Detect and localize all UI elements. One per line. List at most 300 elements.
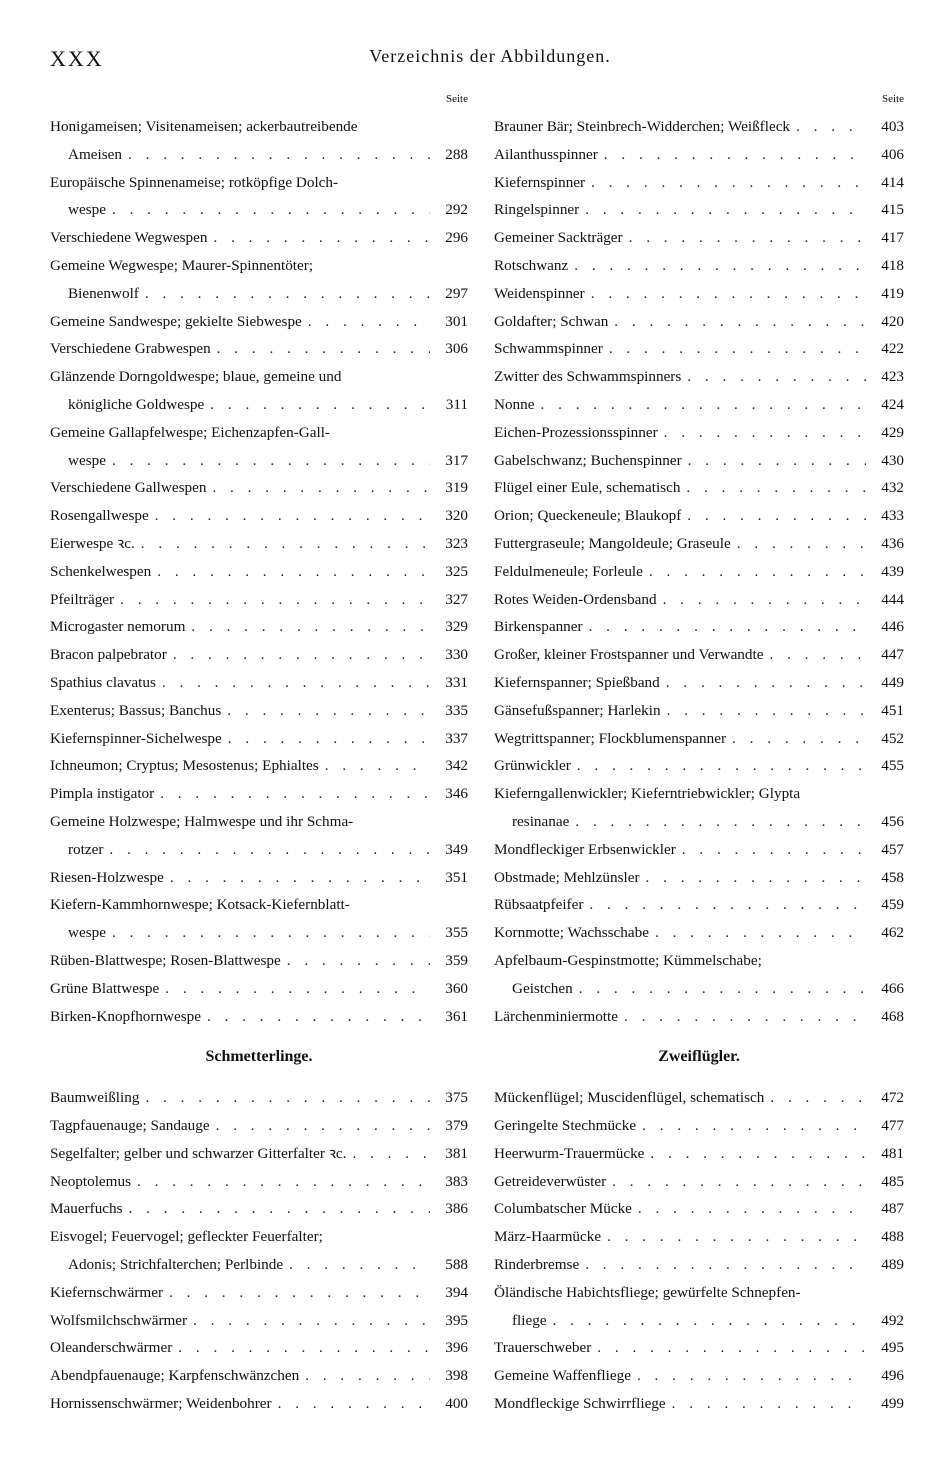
dot-leader bbox=[737, 530, 866, 558]
dot-leader bbox=[160, 780, 430, 808]
toc-entry-title: Columbatscher Mücke bbox=[494, 1200, 632, 1218]
toc-entry-line bbox=[50, 419, 468, 447]
toc-entry-line bbox=[494, 725, 904, 753]
dot-leader bbox=[650, 1140, 866, 1168]
toc-entry bbox=[494, 558, 904, 586]
toc-entry-line bbox=[494, 280, 904, 308]
dot-leader bbox=[591, 280, 866, 308]
toc-entry-line bbox=[50, 1362, 468, 1390]
toc-entry-line bbox=[50, 1279, 468, 1307]
dot-leader bbox=[604, 141, 866, 169]
toc-entry-title: Lärchenminiermotte bbox=[494, 1007, 618, 1025]
toc-entry-page: 355 bbox=[445, 924, 468, 942]
toc-entry-title: Ringelspinner bbox=[494, 201, 580, 219]
toc-entry bbox=[50, 474, 468, 502]
toc-entry bbox=[494, 780, 904, 836]
toc-entry-title: Verschiedene Wegwespen bbox=[50, 229, 208, 247]
toc-entry-page: 349 bbox=[445, 840, 468, 858]
toc-entry-title: Kiefernspinner bbox=[494, 173, 586, 191]
dot-leader bbox=[637, 1362, 866, 1390]
toc-entry-page: 455 bbox=[881, 757, 904, 775]
toc-entry-line bbox=[50, 224, 468, 252]
toc-entry-title: Kiefern-Kammhornwespe; Kotsack-Kiefernblatt- bbox=[50, 896, 350, 914]
dot-leader bbox=[191, 613, 430, 641]
toc-entry-title: Spathius clavatus bbox=[50, 673, 156, 691]
toc-entry-line bbox=[494, 780, 904, 808]
dot-leader bbox=[667, 697, 866, 725]
toc-entry bbox=[494, 1223, 904, 1251]
toc-entry-page: 487 bbox=[881, 1200, 904, 1218]
toc-entry-line bbox=[494, 1334, 904, 1362]
toc-entry-title: Futtergraseule; Mangoldeule; Graseule bbox=[494, 534, 731, 552]
toc-entry bbox=[50, 113, 468, 169]
toc-entry-title: Honigameisen; Visitenameisen; ackerbautreibende bbox=[50, 118, 358, 135]
dot-leader bbox=[128, 141, 430, 169]
toc-entry-title: Rüben-Blattwespe; Rosen-Blattwespe bbox=[50, 951, 281, 969]
toc-entry-line bbox=[50, 1084, 468, 1112]
section-title: Schmetterlinge. bbox=[205, 1048, 313, 1066]
toc-entry bbox=[494, 169, 904, 197]
toc-entry-line bbox=[494, 530, 904, 558]
toc-entry-page: 311 bbox=[445, 395, 468, 413]
toc-entry bbox=[494, 1279, 904, 1335]
dot-leader bbox=[591, 169, 866, 197]
toc-entry-line bbox=[50, 947, 468, 975]
toc-entry-page: 400 bbox=[445, 1395, 468, 1413]
dot-leader bbox=[666, 669, 866, 697]
toc-entry-page: 320 bbox=[445, 507, 468, 525]
dot-leader bbox=[541, 391, 867, 419]
toc-entry-title: Glänzende Dorngoldwespe; blaue, gemeine und bbox=[50, 368, 342, 386]
dot-leader bbox=[352, 1140, 430, 1168]
dot-leader bbox=[687, 502, 866, 530]
toc-entry-line bbox=[50, 975, 468, 1003]
toc-entry-title: Rinderbremse bbox=[494, 1256, 580, 1274]
dot-leader bbox=[157, 558, 430, 586]
toc-entry-title: wespe bbox=[68, 201, 106, 219]
toc-entry-title: Gabelschwanz; Buchenspinner bbox=[494, 451, 682, 469]
toc-entry-line bbox=[494, 196, 904, 224]
toc-entry bbox=[50, 530, 468, 558]
toc-entry-page: 472 bbox=[881, 1089, 904, 1107]
toc-entry-title: Geistchen bbox=[512, 979, 573, 997]
toc-entry-line bbox=[50, 1168, 468, 1196]
toc-entry bbox=[50, 780, 468, 808]
toc-entry bbox=[50, 586, 468, 614]
toc-entry-title: Goldafter; Schwan bbox=[494, 312, 609, 330]
toc-entry-line bbox=[494, 335, 904, 363]
toc-entry-title: Öländische Habichtsfliege; gewürfelte Schnepfen- bbox=[494, 1283, 801, 1301]
toc-entry-title: wespe bbox=[68, 451, 106, 469]
toc-entry-title: Wegtrittspanner; Flockblumenspanner bbox=[494, 729, 727, 747]
toc-entry-line bbox=[50, 308, 468, 336]
toc-entry bbox=[494, 141, 904, 169]
toc-entry-page: 297 bbox=[445, 284, 468, 302]
toc-entry-page: 342 bbox=[445, 757, 468, 775]
toc-entry-line bbox=[50, 1307, 468, 1335]
toc-entry bbox=[50, 1390, 468, 1418]
toc-entry-page: 383 bbox=[445, 1172, 468, 1190]
toc-entry-line bbox=[494, 1195, 904, 1223]
toc-entry-page: 330 bbox=[445, 646, 468, 664]
toc-entry bbox=[50, 1084, 468, 1112]
toc-entry bbox=[494, 864, 904, 892]
toc-entry-title: Mondfleckige Schwirrfliege bbox=[494, 1395, 666, 1413]
toc-entry-title: Gemeine Holzwespe; Halmwespe und ihr Schma- bbox=[50, 812, 354, 830]
dot-leader bbox=[212, 474, 430, 502]
toc-entry-line bbox=[494, 697, 904, 725]
toc-entry-title: Verschiedene Grabwespen bbox=[50, 340, 211, 358]
toc-entry-title: Gänsefußspanner; Harlekin bbox=[494, 701, 661, 719]
toc-entry bbox=[494, 725, 904, 753]
toc-entry-line bbox=[494, 447, 904, 475]
toc-entry-line bbox=[50, 113, 468, 141]
toc-entry-line bbox=[50, 502, 468, 530]
toc-entry-title: fliege bbox=[512, 1311, 547, 1329]
toc-entry-title: Abendpfauenauge; Karpfenschwänzchen bbox=[50, 1367, 300, 1385]
toc-entry-line bbox=[50, 780, 468, 808]
toc-entry-line bbox=[50, 252, 468, 280]
toc-entry-title: Kornmotte; Wachsschabe bbox=[494, 924, 649, 942]
toc-entry-page: 329 bbox=[445, 618, 468, 636]
toc-entry-page: 432 bbox=[881, 479, 904, 497]
toc-entry-page: 420 bbox=[881, 312, 904, 330]
toc-entry bbox=[494, 447, 904, 475]
toc-entry bbox=[50, 1307, 468, 1335]
toc-entry-title: Geringelte Stechmücke bbox=[494, 1117, 637, 1135]
toc-entry-line bbox=[494, 363, 904, 391]
toc-entry-page: 346 bbox=[445, 785, 468, 803]
toc-entry-page: 417 bbox=[881, 229, 904, 247]
toc-entry-title: Brauner Bär; Steinbrech-Widderchen; Weißfleck bbox=[494, 118, 791, 135]
toc-entry-line bbox=[494, 1279, 904, 1307]
toc-entry bbox=[50, 1362, 468, 1390]
toc-entry-line bbox=[50, 335, 468, 363]
toc-entry-title: Grünwickler bbox=[494, 757, 571, 775]
toc-entry-line bbox=[494, 891, 904, 919]
toc-entry-title: Adonis; Strichfalterchen; Perlbinde bbox=[68, 1256, 284, 1274]
toc-entry bbox=[50, 169, 468, 225]
toc-entry-title: Neoptolemus bbox=[50, 1172, 131, 1190]
toc-entry-title: Eierwespe ꝛc. bbox=[50, 534, 135, 552]
toc-entry-page: 489 bbox=[881, 1256, 904, 1274]
dot-leader bbox=[129, 1195, 430, 1223]
toc-entry-title: Mondfleckiger Erbsenwickler bbox=[494, 840, 676, 858]
toc-entry bbox=[50, 224, 468, 252]
toc-entry-title: März-Haarmücke bbox=[494, 1228, 602, 1246]
toc-entry-page: 331 bbox=[445, 673, 468, 691]
dot-leader bbox=[109, 836, 430, 864]
toc-entry-line bbox=[494, 947, 904, 975]
dot-leader bbox=[589, 891, 866, 919]
dot-leader bbox=[624, 1003, 866, 1031]
toc-entry-page: 395 bbox=[445, 1311, 468, 1329]
toc-entry bbox=[494, 1362, 904, 1390]
toc-entry-line bbox=[50, 891, 468, 919]
toc-entry-title: Wolfsmilchschwärmer bbox=[50, 1311, 188, 1329]
toc-entry-title: Birken-Knopfhornwespe bbox=[50, 1007, 201, 1025]
page-header bbox=[0, 0, 950, 80]
toc-entry-title: Zwitter des Schwammspinners bbox=[494, 368, 682, 386]
toc-entry-title: Gemeine Waffenfliege bbox=[494, 1367, 631, 1385]
toc-entry bbox=[494, 252, 904, 280]
toc-entry bbox=[50, 752, 468, 780]
toc-entry-title: Ailanthusspinner bbox=[494, 145, 598, 163]
toc-entry-title: Kiefernspanner; Spießband bbox=[494, 673, 660, 691]
toc-entry-line bbox=[494, 141, 904, 169]
dot-leader bbox=[165, 975, 430, 1003]
toc-entry-line bbox=[50, 919, 468, 947]
toc-entry-line bbox=[50, 447, 468, 475]
toc-entry-title: Gemeine Gallapfelwespe; Eichenzapfen-Gall- bbox=[50, 423, 330, 441]
toc-entry-page: 430 bbox=[881, 451, 904, 469]
dot-leader bbox=[585, 196, 866, 224]
toc-entry-title: wespe bbox=[68, 924, 106, 942]
toc-entry-page: 288 bbox=[445, 145, 468, 163]
toc-entry-line bbox=[494, 1251, 904, 1279]
toc-entry-page: 495 bbox=[881, 1339, 904, 1357]
toc-entry-title: königliche Goldwespe bbox=[68, 395, 205, 413]
toc-entry-line bbox=[494, 613, 904, 641]
toc-entry-line bbox=[494, 669, 904, 697]
toc-entry-line bbox=[494, 1390, 904, 1418]
dot-leader bbox=[137, 1168, 430, 1196]
dot-leader bbox=[796, 113, 866, 141]
toc-entry-line bbox=[494, 558, 904, 586]
toc-entry-line bbox=[494, 502, 904, 530]
toc-entry-title: Rübsaatpfeifer bbox=[494, 896, 584, 914]
toc-entry-title: Kiefernspinner-Sichelwespe bbox=[50, 729, 222, 747]
toc-entry-title: Rotschwanz bbox=[494, 256, 569, 274]
toc-entry-title: Schwammspinner bbox=[494, 340, 603, 358]
toc-entry-title: Eichen-Prozessionsspinner bbox=[494, 423, 658, 441]
toc-entry-title: Hornissenschwärmer; Weidenbohrer bbox=[50, 1395, 272, 1413]
toc-entry bbox=[50, 891, 468, 947]
toc-entry-title: Gemeine Sandwespe; gekielte Siebwespe bbox=[50, 312, 302, 330]
toc-entry-page: 444 bbox=[881, 590, 904, 608]
toc-entry-line bbox=[50, 641, 468, 669]
toc-entry-page: 459 bbox=[881, 896, 904, 914]
toc-entry bbox=[494, 1390, 904, 1418]
toc-entry-title: Kiefernschwärmer bbox=[50, 1283, 164, 1301]
toc-entry bbox=[50, 808, 468, 864]
toc-entry-line bbox=[50, 1195, 468, 1223]
dot-leader bbox=[663, 586, 866, 614]
toc-entry-title: Europäische Spinnenameise; rotköpfige Dolch- bbox=[50, 173, 339, 191]
toc-entry-line bbox=[50, 363, 468, 391]
toc-entry bbox=[494, 752, 904, 780]
toc-entry bbox=[494, 224, 904, 252]
toc-entry-title: Gemeiner Sackträger bbox=[494, 229, 623, 247]
toc-entry-line bbox=[50, 669, 468, 697]
toc-entry bbox=[494, 836, 904, 864]
toc-entry-page: 433 bbox=[881, 507, 904, 525]
dot-leader bbox=[585, 1251, 866, 1279]
toc-entry-line bbox=[50, 558, 468, 586]
toc-entry-page: 406 bbox=[881, 145, 904, 163]
toc-entry-title: Apfelbaum-Gespinstmotte; Kümmelschabe; bbox=[494, 951, 762, 969]
dot-leader bbox=[609, 335, 866, 363]
toc-entry bbox=[494, 391, 904, 419]
toc-entry-title: Baumweißling bbox=[50, 1089, 140, 1107]
toc-entry bbox=[494, 308, 904, 336]
toc-entry-page: 418 bbox=[881, 256, 904, 274]
toc-entry-line bbox=[50, 586, 468, 614]
dot-leader bbox=[217, 335, 430, 363]
toc-entry bbox=[494, 1140, 904, 1168]
toc-list bbox=[494, 113, 904, 1030]
toc-entry bbox=[50, 1168, 468, 1196]
toc-entry bbox=[50, 252, 468, 308]
toc-entry bbox=[50, 419, 468, 475]
toc-entry-page: 306 bbox=[445, 340, 468, 358]
toc-entry-title: Rotes Weiden-Ordensband bbox=[494, 590, 657, 608]
toc-entry-title: resinanae bbox=[512, 812, 570, 830]
dot-leader bbox=[145, 1084, 430, 1112]
toc-entry-line bbox=[50, 196, 468, 224]
toc-entry-page: 292 bbox=[445, 201, 468, 219]
toc-entry-line bbox=[50, 141, 468, 169]
dot-leader bbox=[686, 474, 866, 502]
toc-entry-line bbox=[50, 474, 468, 502]
toc-entry bbox=[494, 1003, 904, 1031]
toc-entry bbox=[494, 1195, 904, 1223]
toc-entry-page: 335 bbox=[445, 701, 468, 719]
toc-entry-line bbox=[50, 1003, 468, 1031]
toc-entry-page: 458 bbox=[881, 868, 904, 886]
toc-entry-page: 485 bbox=[881, 1172, 904, 1190]
toc-entry-title: Obstmade; Mehlzünsler bbox=[494, 868, 640, 886]
dot-leader bbox=[575, 808, 866, 836]
dot-leader bbox=[112, 196, 430, 224]
toc-entry-line bbox=[494, 808, 904, 836]
toc-entry-page: 398 bbox=[445, 1367, 468, 1385]
toc-entry-page: 588 bbox=[445, 1256, 468, 1274]
dot-leader bbox=[682, 836, 866, 864]
toc-entry bbox=[50, 864, 468, 892]
toc-entry-line bbox=[50, 1140, 468, 1168]
toc-entry-page: 337 bbox=[445, 729, 468, 747]
dot-leader bbox=[193, 1307, 430, 1335]
toc-entry bbox=[494, 419, 904, 447]
toc-entry bbox=[50, 1195, 468, 1223]
toc-entry bbox=[50, 669, 468, 697]
dot-leader bbox=[553, 1307, 866, 1335]
toc-entry-line bbox=[494, 224, 904, 252]
toc-entry-line bbox=[494, 586, 904, 614]
toc-entry-page: 359 bbox=[445, 951, 468, 969]
toc-entry-title: Eisvogel; Feuervogel; gefleckter Feuerfalter; bbox=[50, 1228, 323, 1246]
dot-leader bbox=[173, 641, 430, 669]
toc-entry-page: 496 bbox=[881, 1367, 904, 1385]
toc-entry-title: Ichneumon; Cryptus; Mesostenus; Ephialtes bbox=[50, 757, 319, 775]
toc-entry-title: Rosengallwespe bbox=[50, 507, 149, 525]
dot-leader bbox=[607, 1223, 866, 1251]
toc-entry bbox=[494, 1084, 904, 1112]
dot-leader bbox=[589, 613, 866, 641]
toc-entry bbox=[494, 502, 904, 530]
toc-entry bbox=[494, 1112, 904, 1140]
toc-list bbox=[50, 1084, 468, 1418]
toc-entry-page: 477 bbox=[881, 1117, 904, 1135]
toc-entry-title: Heerwurm-Trauermücke bbox=[494, 1144, 645, 1162]
toc-entry-line bbox=[50, 836, 468, 864]
dot-leader bbox=[305, 1362, 430, 1390]
toc-entry-line bbox=[50, 1251, 468, 1279]
toc-entry-title: Exenterus; Bassus; Banchus bbox=[50, 701, 222, 719]
toc-entry-line bbox=[494, 1003, 904, 1031]
dot-leader bbox=[287, 947, 430, 975]
dot-leader bbox=[227, 697, 430, 725]
toc-entry-line bbox=[494, 1223, 904, 1251]
toc-entry-line bbox=[494, 752, 904, 780]
dot-leader bbox=[278, 1390, 430, 1418]
dot-leader bbox=[170, 864, 430, 892]
dot-leader bbox=[213, 224, 430, 252]
toc-entry bbox=[50, 1003, 468, 1031]
toc-entry-title: Birkenspanner bbox=[494, 618, 583, 636]
toc-entry bbox=[50, 1112, 468, 1140]
toc-entry-page: 451 bbox=[881, 701, 904, 719]
seite-label: Seite bbox=[882, 93, 904, 105]
toc-entry-line bbox=[494, 975, 904, 1003]
toc-entry-page: 317 bbox=[445, 451, 468, 469]
toc-entry bbox=[50, 363, 468, 419]
dot-leader bbox=[687, 363, 866, 391]
toc-entry bbox=[494, 474, 904, 502]
toc-entry-page: 468 bbox=[881, 1007, 904, 1025]
toc-entry bbox=[494, 196, 904, 224]
toc-entry-line bbox=[50, 1334, 468, 1362]
dot-leader bbox=[577, 752, 866, 780]
toc-entry bbox=[50, 335, 468, 363]
dot-leader bbox=[655, 919, 866, 947]
dot-leader bbox=[308, 308, 430, 336]
dot-leader bbox=[112, 447, 430, 475]
toc-entry bbox=[50, 1223, 468, 1279]
dot-leader bbox=[769, 641, 866, 669]
toc-entry bbox=[50, 697, 468, 725]
toc-entry bbox=[50, 308, 468, 336]
toc-entry bbox=[494, 669, 904, 697]
toc-entry bbox=[50, 613, 468, 641]
dot-leader bbox=[614, 308, 866, 336]
toc-entry-title: rotzer bbox=[68, 840, 104, 858]
toc-entry-title: Bracon palpebrator bbox=[50, 646, 167, 664]
toc-entry-line bbox=[50, 808, 468, 836]
toc-entry-page: 323 bbox=[445, 534, 468, 552]
dot-leader bbox=[638, 1195, 866, 1223]
toc-entry bbox=[494, 113, 904, 141]
toc-entry-line bbox=[494, 1362, 904, 1390]
dot-leader bbox=[612, 1168, 866, 1196]
toc-entry bbox=[494, 335, 904, 363]
toc-entry-line bbox=[494, 1140, 904, 1168]
toc-entry-page: 327 bbox=[445, 590, 468, 608]
toc-entry-line bbox=[494, 1084, 904, 1112]
toc-entry-page: 481 bbox=[881, 1144, 904, 1162]
toc-entry-page: 457 bbox=[881, 840, 904, 858]
toc-entry-page: 488 bbox=[881, 1228, 904, 1246]
toc-entry-line bbox=[494, 252, 904, 280]
toc-entry-page: 462 bbox=[881, 924, 904, 942]
dot-leader bbox=[216, 1112, 430, 1140]
toc-entry-page: 422 bbox=[881, 340, 904, 358]
toc-entry-page: 301 bbox=[445, 312, 468, 330]
toc-entry bbox=[494, 919, 904, 947]
toc-entry-title: Verschiedene Gallwespen bbox=[50, 479, 207, 497]
toc-entry-page: 447 bbox=[881, 646, 904, 664]
